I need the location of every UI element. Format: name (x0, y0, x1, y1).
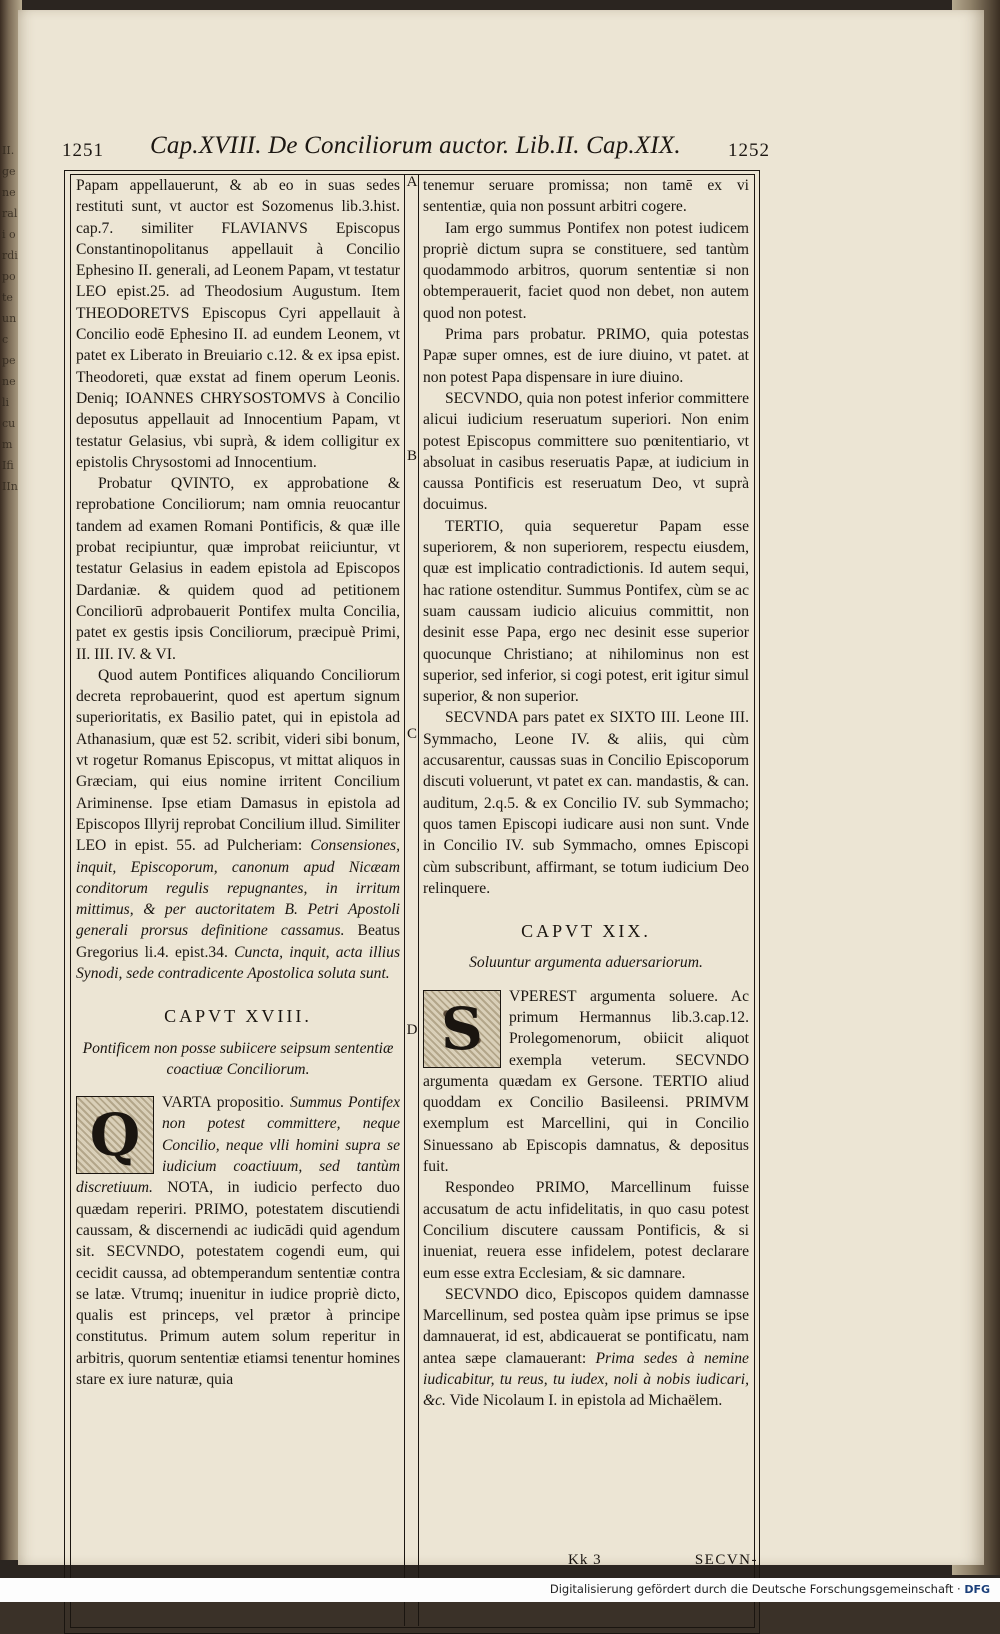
left-column (76, 175, 400, 1390)
right-paragraph-9 (423, 1284, 749, 1412)
chapter-19-title: CAPVT XIX. (521, 921, 651, 942)
left-paragraph-3 (76, 665, 400, 984)
margin-letter-c: C (406, 726, 417, 742)
dfg-logo: DFG (964, 1583, 990, 1596)
right-paragraph-7: VPEREST argumenta soluere. Ac primum Hermannus lib.3.cap.12. Prolegomenorum, obiicit aliquot exempla veterum. SECVNDO argumenta quædam ex Gersone. TERTIO aliud quoddam ex Concilio Basileensi. PRIMVM exemplum est Marcellini, qui in Concilio Sinuessano ab Episcopis damnatus, & depositus fuit. (423, 987, 749, 1176)
right-paragraph-1: tenemur seruare promissa; non tamē ex vi sententiæ, quia non possunt arbitri cogere. (423, 177, 749, 216)
right-paragraph-2: Iam ergo summus Pontifex non potest iudicem propriè dictum supra se constituere, sed tantùm quodammodo arbitros, quorum sententiæ si non obtemperauerit, faciet quod non debet, non autem quod non potest. (423, 219, 749, 322)
right-paragraph-6: SECVNDA pars patet ex SIXTO III. Leone III. Symmacho, Leone IV. & aliis, qui cùm accusarentur, caussas suas in Concilio Episcoporum discuti voluerunt, vt patet ex can. mandastis, & can. auditum, 2.q.5. & ex Concilio IV. sub Symmacho; quos tamen Episcopi iudicare ausi non sunt. Vnde in Concilio IV. sub Symmacho, omnes Episcopi cùm subscribunt, affirmant, se totum iudicium Deo relinquere. (423, 709, 749, 897)
left-p3-body: Quod autem Pontifices aliquando Conciliorum decreta reprobauerint, quod est apertum signum superioritatis, ex Basilio patet, qui in epistola ad Athanasium, quæ est 52. scribit, videri sibi bonum, vt rogetur Romanus Episcopus, vt mittat aliquos in Græciam, qui eius nomine irritent Concilium Ariminense. Ipse etiam Damasus in epistola ad Episcopos Illyrij reprobat Concilium illud. Similiter LEO in epist. 55. ad Pulcheriam: (76, 666, 400, 855)
margin-letter-d: D (406, 1022, 418, 1038)
right-paragraph-5: TERTIO, quia sequeretur Papam esse superiorem, & non superiorem, respectu eiusdem, quæ est implicatio contradictionis. Id autem sequi, hac ratione ostenditur. Summus Pontifex, cùm se ac suam caussam iudicio alicuius committit, non desinit esse Papa, ergo nec desinit esse superior quocunque Christiano; at nihilominus non est superior, sed inferior, si cogi potest, erit igitur simul superior, & non superior. (423, 517, 749, 706)
left-page-number: 1251 (62, 140, 104, 161)
right-p9-tail: Vide Nicolaum I. in epistola ad Michaëlem. (449, 1392, 723, 1410)
catchword: SECVN- (694, 1552, 758, 1568)
margin-letter-b: B (406, 448, 417, 464)
chapter-18-title: CAPVT XVIII. (164, 1006, 312, 1027)
right-page-number: 1252 (728, 140, 770, 161)
chapter-19-body (423, 986, 749, 1178)
right-p9-quote: Prima sedes à nemine iudicabitur, tu reus, tu iudex, noli à nobis iudicari, &c. (423, 1349, 749, 1410)
running-title: Cap.XVIII. De Conciliorum auctor. Lib.II. Cap.XIX. (150, 132, 681, 159)
column-rule-left (404, 174, 405, 1626)
credit-bar (0, 1578, 1000, 1602)
left-paragraph-2: Probatur QVINTO, ex approbatione & reprobatione Conciliorum; nam omnia reuocantur tandem ad examen Romani Pontificis, & quæ ille probat recipiuntur, quæ improbat reiiciuntur, vt testatur Gelasius in eadem epistola ad Episcopos Dardaniæ. & quidem quod ad petitionem Conciliorū adprobauerit Pontifex multa Concilia, patet ex gestis ipsis Conciliorum, præcipuè Primi, II. III. IV. & VI. (76, 475, 400, 663)
left-p4-quote: Summus Pontifex non potest committere, neque Concilio, neque vlli homini supra se iudicium coactiuum, sed tantùm discretiuum. (76, 1094, 400, 1197)
spine-text: II. generali ordi pote unc pene li cum Ifi IIn (2, 144, 18, 493)
left-p4-lead: VARTA propositio. (162, 1094, 284, 1112)
funding-credit (550, 1582, 990, 1596)
column-rule-right (418, 174, 419, 1626)
right-paragraph-8: Respondeo PRIMO, Marcellinum fuisse accusatum de actu infidelitatis, in quo casu potest Concilium discutere caussam Pontificis, & si inueniat, reuera esse infidelem, potest declarare eum esse extra Ecclesiam, & sic damnare. (423, 1179, 749, 1282)
left-p3-quote: Consensiones, inquit, Episcoporum, canonum apud Nicæam conditorum regulis repugnantes, in irritum mittimus, & per auctoritatem B. Petri Apostoli generali prorsus definitione cassamus. (76, 837, 401, 940)
running-header (58, 128, 770, 170)
left-p3-tail: Beatus Gregorius li.4. epist.34. (76, 922, 400, 961)
dropcap-s: S (423, 990, 501, 1068)
chapter-19-subtitle: Soluuntur argumenta aduersariorum. (469, 954, 703, 972)
margin-letter-a: A (406, 174, 418, 190)
chapter-18-subtitle: Pontificem non posse subiicere seipsum sententiæ coactiuæ Conciliorum. (82, 1039, 394, 1078)
right-column (423, 175, 749, 1412)
left-p4-body: NOTA, in iudicio perfecto duo quædam reperiri. PRIMO, potestatem discutiendi caussam, & discernendi ac iudicādi quid agendum sit. SECVNDO, potestatem cogendi eum, qui cecidit caussa, ad obtemperandum sententiæ contra se latæ. Vtrumq; inuenitur in iudice propriè dicto, qualis est princeps, vel prætor à principe constitutus. Primum autem solum reperitur in arbitris, quorum sententiæ etiamsi tenentur homines stare ex iure naturæ, quia (76, 1179, 400, 1389)
signature-mark: Kk 3 (568, 1552, 602, 1568)
left-paragraph-1: Papam appellauerunt, & ab eo in suas sedes restituti sunt, vt auctor est Sozomenus lib.3.hist. cap.7. similiter FLAVIANVS Episcopus Constantinopolitanus appellauit à Concilio Ephesino II. generali, ad Leonem Papam, vt testatur LEO epist.25. ad Theodosium Augustum. Item THEODORETVS Episcopus Cyri appellauit à Concilio eodē Ephesino II. ad eundem Leonem, vt patet ex Liberato in Breuiario c.12. & ex ipsa epist. Theodoreti, quæ exstat ad finem operum Leonis. Deniq; IOANNES CHRYSOSTOMVS à Concilio deposutus appellauit ad Innocentium Papam, vt testatur Gelasius, vbi suprà, & idem colligitur ex epistolis Chrysostomi ad Innocentium. (76, 177, 400, 471)
dropcap-q: Q (76, 1096, 154, 1174)
right-p9-body: SECVNDO dico, Episcopos quidem damnasse Marcellinum, sed postea quàm ipse primus se ipse damnauerat, id est, abdicauerat se pontificatu, nam antea sæpe clamauerant: (423, 1285, 749, 1367)
funding-credit-text: Digitalisierung gefördert durch die Deutsche Forschungsgemeinschaft · (549, 1582, 961, 1596)
right-paragraph-4: SECVNDO, quia non potest inferior committere alicui iudicium reseruatum superiori. Non enim potest Episcopus committere suo pœnitentiario, vt absoluat in casibus reseruatis Papæ, at iudicium in caussa Pontificis est reseruatum Deo, vt suprà docuimus. (423, 389, 749, 514)
chapter-18-body (76, 1092, 400, 1390)
page-footer (568, 1552, 758, 1576)
left-p3-quote2: Cuncta, inquit, acta illius Synodi, sede contradicente Apostolica soluta sunt. (76, 943, 401, 982)
right-paragraph-3: Prima pars probatur. PRIMO, quia potestas Papæ super omnes, est de iure diuino, vt patet. at non potest Papa dispensare in iure diuino. (423, 326, 749, 386)
